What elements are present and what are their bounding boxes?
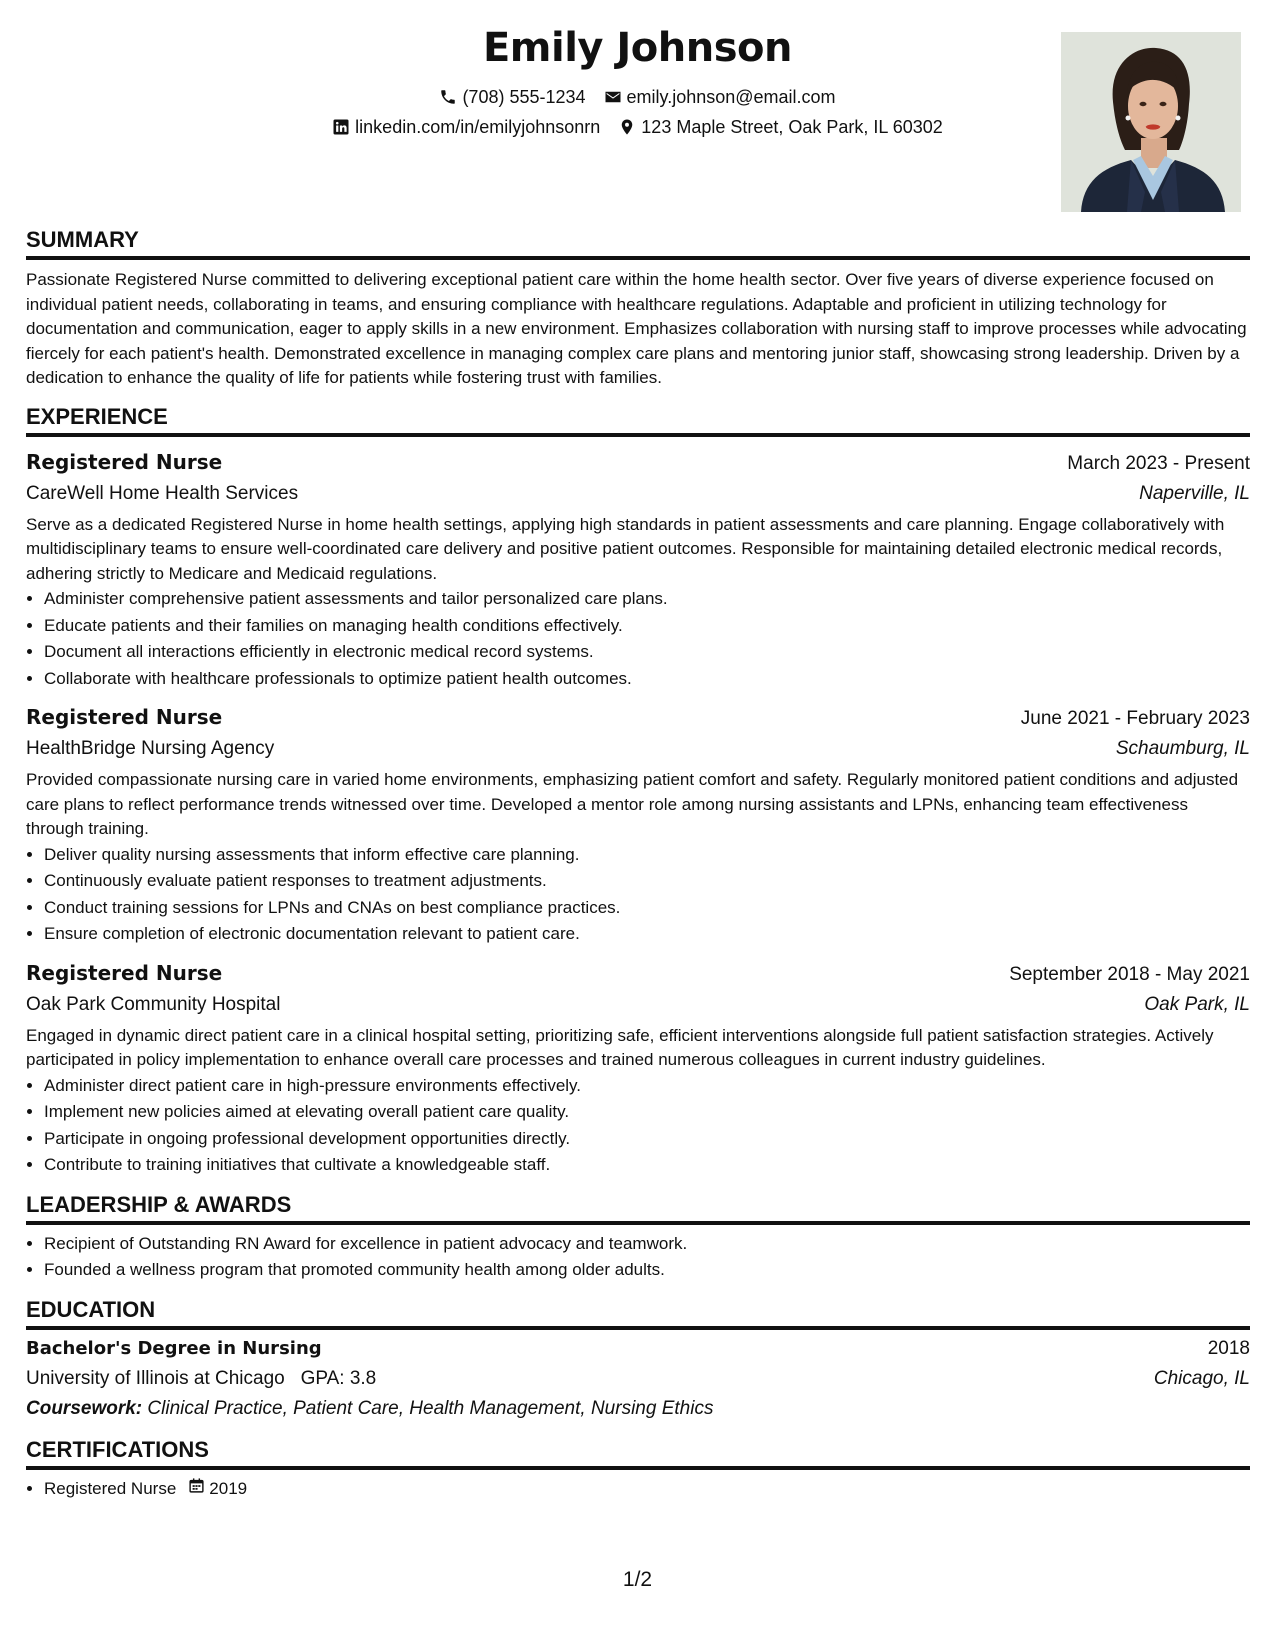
list-item: • Collaborate with healthcare professionals to optimize patient health outcomes. — [44, 666, 1250, 693]
job-company-row — [26, 990, 1250, 1020]
coursework-list: Clinical Practice, Patient Care, Health Management, Nursing Ethics — [147, 1397, 714, 1419]
phone-icon — [439, 88, 457, 106]
job-dates: June 2021 - February 2023 — [1020, 708, 1250, 729]
list-item: • Administer comprehensive patient assessments and tailor personalized care plans. — [44, 586, 1250, 613]
education-section — [26, 1296, 1250, 1424]
summary-heading: SUMMARY — [26, 226, 1250, 260]
page-number: 1/2 — [622, 1568, 653, 1591]
envelope-icon — [604, 88, 622, 106]
job-location: Schaumburg, IL — [1115, 738, 1250, 759]
experience-heading: EXPERIENCE — [26, 403, 1250, 437]
experience-entry — [26, 702, 1250, 948]
school-row — [26, 1364, 1250, 1394]
list-item: • Educate patients and their families on managing health conditions effectively. — [44, 613, 1250, 640]
job-dates: March 2023 - Present — [1067, 452, 1250, 474]
job-company: CareWell Home Health Services — [26, 482, 299, 504]
address-contact — [618, 116, 943, 138]
address-text: 123 Maple Street, Oak Park, IL 60302 — [641, 117, 943, 137]
linkedin-icon — [332, 118, 350, 136]
job-title: Registered Nurse — [26, 960, 223, 985]
summary-text: Passionate Registered Nurse committed to delivering exceptional patient care within the home health sector. Over five years of diverse experience focused on individual patient needs, collaborating in teams, and ensuring compliance with healthcare regulations. Adaptable and proficient in utilizing technology for documentation and communication, eager to apply skills in a new environment. Emphasizes collaboration with nursing staff to improve processes while advocating fiercely for each patient's health. Demonstrated excellence in managing complex care plans and mentoring junior staff, showcasing strong leadership. Driven by a dedication to enhance the quality of life for patients while fostering trust with families. — [26, 270, 1247, 387]
leadership-section — [26, 1191, 1250, 1284]
leadership-bullets — [26, 1231, 1250, 1284]
experience-entry — [26, 447, 1250, 693]
list-item: • Conduct training sessions for LPNs and CNAs on best compliance practices. — [44, 895, 1250, 922]
resume-body — [26, 226, 1250, 1514]
phone-text: (708) 555-1234 — [462, 87, 586, 107]
summary-section — [26, 226, 1250, 391]
linkedin-link[interactable]: linkedin.com/in/emilyjohnsonrn — [355, 117, 601, 137]
certification-list — [26, 1476, 1250, 1503]
profile-photo — [1061, 32, 1241, 212]
job-header-row — [26, 702, 1250, 734]
school-name: University of Illinois at Chicago — [26, 1367, 285, 1389]
job-company-row — [26, 479, 1250, 509]
list-item: • Contribute to training initiatives that cultivate a knowledgeable staff. — [44, 1152, 1250, 1179]
job-location: Naperville, IL — [1139, 482, 1250, 504]
list-item: • Recipient of Outstanding RN Award for excellence in patient advocacy and teamwork. — [44, 1231, 1250, 1258]
certifications-section — [26, 1436, 1250, 1503]
phone-contact — [439, 86, 585, 108]
leadership-heading: LEADERSHIP & AWARDS — [26, 1191, 1250, 1225]
list-item: • Deliver quality nursing assessments that inform effective care planning. — [44, 842, 1250, 869]
list-item: • Participate in ongoing professional development opportunities directly. — [44, 1126, 1250, 1153]
map-pin-icon — [618, 118, 636, 136]
job-company: HealthBridge Nursing Agency — [26, 738, 275, 759]
job-dates: September 2018 - May 2021 — [1009, 963, 1250, 985]
linkedin-contact[interactable] — [332, 116, 600, 138]
certification-name: • Registered Nurse — [44, 1478, 177, 1498]
list-item: • Document all interactions efficiently in electronic medical record systems. — [44, 639, 1250, 666]
graduation-year: 2018 — [1207, 1337, 1250, 1359]
job-description: Engaged in dynamic direct patient care in a clinical hospital setting, prioritizing safe, efficient interventions alongside full patient satisfaction strategies. Actively participated in policy implementation to enhance overall care processes and trained numerous colleagues in current industry guidelines. — [26, 1025, 1214, 1069]
education-heading: EDUCATION — [26, 1296, 1250, 1330]
gpa-text: GPA: 3.8 — [300, 1367, 377, 1389]
list-item — [44, 1476, 1250, 1503]
job-bullets — [26, 586, 1250, 692]
list-item: • Ensure completion of electronic documentation relevant to patient care. — [44, 921, 1250, 948]
job-title: Registered Nurse — [26, 705, 223, 729]
school-info — [26, 1364, 376, 1394]
job-description: Serve as a dedicated Registered Nurse in home health settings, applying high standards in patient assessments and care planning. Engage collaboratively with multidisciplinary teams to ensure well-coordinated care delivery and positive patient outcomes. Responsible for maintaining detailed electronic medical records, adhering strictly to Medicare and Medicaid regulations. — [26, 514, 1225, 583]
job-title: Registered Nurse — [26, 449, 223, 474]
job-company-row — [26, 734, 1250, 764]
email-link[interactable]: emily.johnson@email.com — [626, 87, 836, 107]
certification-item — [44, 1476, 247, 1503]
experience-section — [26, 403, 1250, 1179]
coursework-line — [26, 1394, 1250, 1424]
email-contact[interactable] — [604, 86, 836, 108]
calendar-icon — [188, 1476, 205, 1503]
school-location: Chicago, IL — [1153, 1367, 1250, 1389]
experience-entry — [26, 958, 1250, 1179]
job-location: Oak Park, IL — [1144, 993, 1250, 1015]
job-header-row — [26, 958, 1250, 990]
job-bullets — [26, 1073, 1250, 1179]
list-item: • Implement new policies aimed at elevating overall patient care quality. — [44, 1099, 1250, 1126]
job-bullets — [26, 842, 1250, 948]
certifications-heading: CERTIFICATIONS — [26, 1436, 1250, 1470]
degree-row — [26, 1334, 1250, 1364]
certification-date — [188, 1476, 247, 1503]
coursework-label: Coursework: — [26, 1397, 143, 1419]
list-item: • Continuously evaluate patient responses to treatment adjustments. — [44, 868, 1250, 895]
list-item: • Founded a wellness program that promoted community health among older adults. — [44, 1257, 1250, 1284]
certification-year: 2019 — [209, 1478, 248, 1498]
job-description: Provided compassionate nursing care in varied home environments, emphasizing patient comfort and safety. Regularly monitored patient conditions and adjusted care plans to reflect performance trends witnessed over time. Developed a mentor role among nursing assistants and LPNs, enhancing team effectiveness through training. — [26, 770, 1239, 838]
job-header-row — [26, 447, 1250, 479]
profile-photo-image — [1061, 32, 1241, 212]
degree-title: Bachelor's Degree in Nursing — [26, 1337, 322, 1359]
list-item: • Administer direct patient care in high-pressure environments effectively. — [44, 1073, 1250, 1100]
job-company: Oak Park Community Hospital — [26, 993, 281, 1015]
candidate-name: Emily Johnson — [482, 25, 792, 71]
